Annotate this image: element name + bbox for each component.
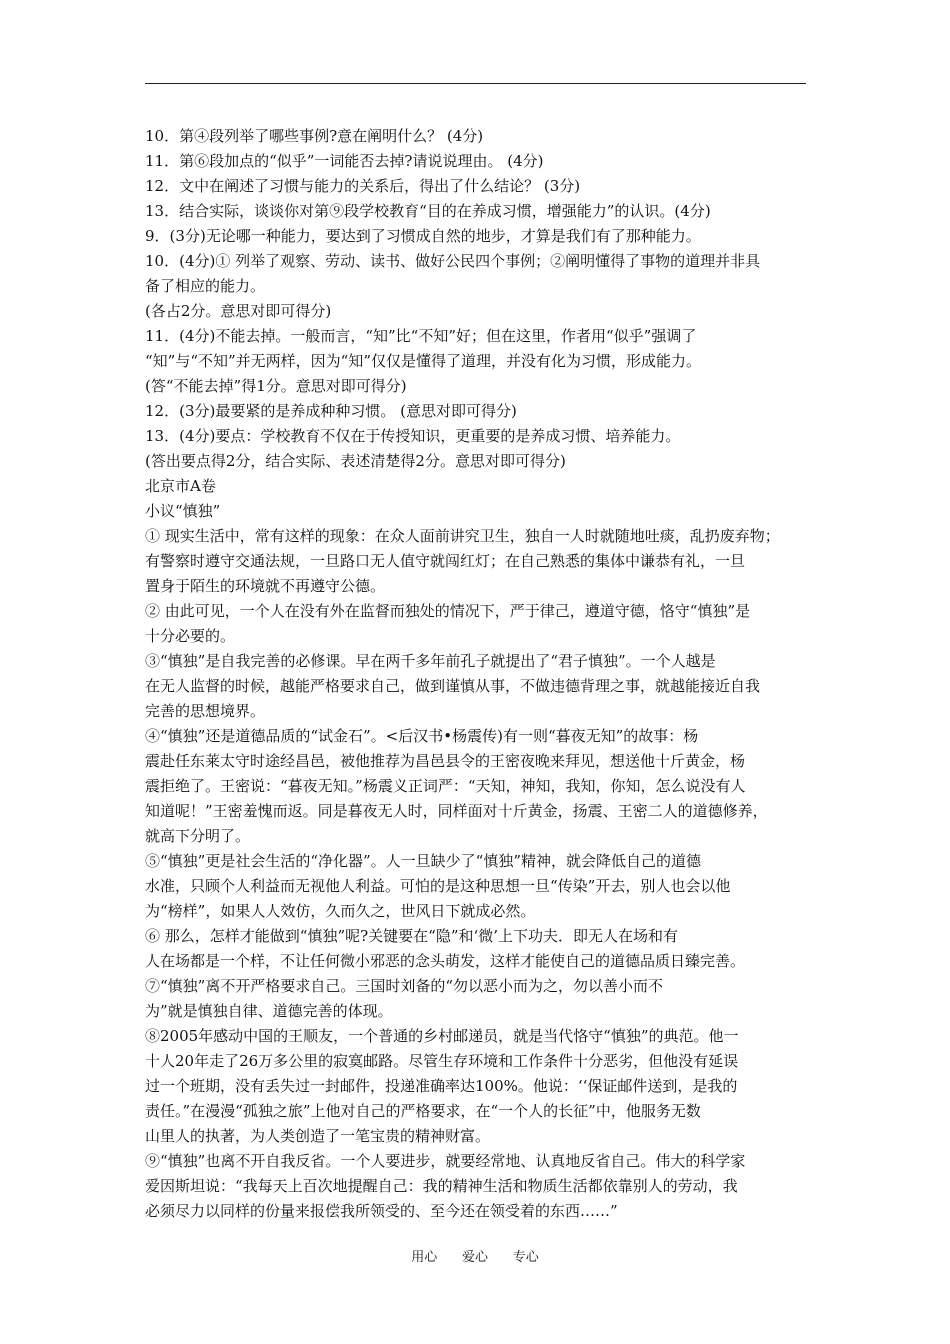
text-line: 为”就是慎独自律、道德完善的体现。 xyxy=(145,1002,393,1020)
text-line: 9．(3分)无论哪一种能力，要达到了习惯成自然的地步，才算是我们有了那种能力。 xyxy=(145,227,701,245)
text-line: 在无人监督的时候，越能严格要求自己，做到谨慎从事，不做违德背理之事，就越能接近自我 xyxy=(145,677,761,695)
text-line: ⑨“慎独”也离不开自我反省。一个人要进步，就要经常地、认真地反省自己。伟大的科学家 xyxy=(145,1152,746,1170)
header-rule xyxy=(145,83,806,84)
text-line: 为“榜样”，如果人人效仿，久而久之，世风日下就成必然。 xyxy=(145,902,536,920)
text-line: 山里人的执著，为人类创造了一笔宝贵的精神财富。 xyxy=(145,1127,491,1145)
text-line: 过一个班期，没有丢失过一封邮件，投递准确率达100%。他说：‘‘保证邮件送到，是我的 xyxy=(145,1077,738,1095)
text-line: ⑤“慎独”更是社会生活的“净化器”。人一旦缺少了“慎独”精神，就会降低自己的道德 xyxy=(145,852,702,870)
text-line: 爱因斯坦说：“我每天上百次地提醒自己：我的精神生活和物质生活都依靠别人的劳动，我 xyxy=(145,1177,738,1195)
text-line: 十人20年走了26万多公里的寂寞邮路。尽管生存环境和工作条件十分恶劣，但他没有延误 xyxy=(145,1052,739,1070)
text-line: 11．(4分)不能去掉。一般而言，“知”比“不知”好；但在这里，作者用“似乎”强调了 xyxy=(145,327,697,345)
text-line: 必须尽力以同样的份量来报偿我所领受的、至今还在领受着的东西……” xyxy=(145,1202,618,1220)
text-line: 就高下分明了。 xyxy=(145,827,251,845)
text-line: (答“不能去掉”得1分。意思对即可得分) xyxy=(145,377,407,395)
text-line: 12．文中在阐述了习惯与能力的关系后，得出了什么结论？ (3分) xyxy=(145,177,581,195)
text-line: ⑦“慎独”离不开严格要求自己。三国时刘备的“勿以恶小而为之，勿以善小而不 xyxy=(145,977,664,995)
text-line: 十分必要的。 xyxy=(145,627,236,645)
text-line: 责任。”在漫漫“孤独之旅”上他对自己的严格要求，在“一个人的长征”中，他服务无数 xyxy=(145,1102,701,1120)
document-body xyxy=(145,124,815,1224)
text-line: 10．第④段列举了哪些事例?意在阐明什么？ (4分) xyxy=(145,127,484,145)
text-line: 置身于陌生的环境就不再遵守公德。 xyxy=(145,577,386,595)
text-line: 12．(3分)最要紧的是养成种种习惯。 (意思对即可得分) xyxy=(145,402,517,420)
text-line: 10．(4分)① 列举了观察、劳动、读书、做好公民四个事例；②阐明懂得了事物的道理并非具 xyxy=(145,252,761,270)
text-line: 北京市A卷 xyxy=(145,477,216,495)
text-line: 13．结合实际，谈谈你对第⑨段学校教育“目的在养成习惯，增强能力”的认识。(4分) xyxy=(145,202,711,220)
text-line: 知道呢！”王密羞愧而返。同是暮夜无人时，同样面对十斤黄金，扬震、王密二人的道德修养， xyxy=(145,802,768,820)
text-line: 有警察时遵守交通法规，一旦路口无人值守就闯红灯；在自己熟悉的集体中谦恭有礼，一旦 xyxy=(145,552,746,570)
text-line: ⑧2005年感动中国的王顺友，一个普通的乡村邮递员，就是当代恪守“慎独”的典范。他一 xyxy=(145,1027,739,1045)
text-line: ③“慎独”是自我完善的必修课。早在两千多年前孔子就提出了“君子慎独”。一个人越是 xyxy=(145,652,716,670)
text-line: 13．(4分)要点：学校教育不仅在于传授知识，更重要的是养成习惯、培养能力。 xyxy=(145,427,681,445)
page-footer: 用心 爱心 专心 xyxy=(411,1250,539,1265)
text-line: ② 由此可见，一个人在没有外在监督而独处的情况下，严于律己，遵道守德，恪守“慎独”是 xyxy=(145,602,751,620)
text-line: 11．第⑥段加点的“似乎”一词能否去掉?请说说理由。 (4分) xyxy=(145,152,544,170)
text-line: 水准，只顾个人利益而无视他人利益。可怕的是这种思想一旦“传染”开去，别人也会以他 xyxy=(145,877,731,895)
text-line: ⑥ 那么，怎样才能做到“慎独”呢?关键要在“隐”和‘微’上下功夫．即无人在场和有 xyxy=(145,927,679,945)
text-line: 完善的思想境界。 xyxy=(145,702,266,720)
text-line: 备了相应的能力。 xyxy=(145,277,266,295)
text-line: 人在场都是一个样，不让任何微小邪恶的念头萌发，这样才能使自己的道德品质日臻完善。 xyxy=(145,952,746,970)
text-line: 震赴任东莱太守时途经昌邑，被他推荐为昌邑县令的王密夜晚来拜见，想送他十斤黄金，杨 xyxy=(145,752,746,770)
text-line: (各占2分。意思对即可得分) xyxy=(145,302,332,320)
text-line: 小议“慎独” xyxy=(145,502,221,520)
text-line: (答出要点得2分，结合实际、表述清楚得2分。意思对即可得分) xyxy=(145,452,566,470)
text-line: ④“慎独”还是道德品质的“试金石”。<后汉书•杨震传)有一则“暮夜无知”的故事：杨 xyxy=(145,727,699,745)
text-line: 震拒绝了。王密说：“暮夜无知。”杨震义正词严：“天知，神知，我知，你知，怎么说没有人 xyxy=(145,777,746,795)
text-line: ① 现实生活中，常有这样的现象：在众人面前讲究卫生，独自一人时就随地吐痰，乱扔废弃物； xyxy=(145,527,780,545)
text-line: “知”与“不知”并无两样，因为“知”仅仅是懂得了道理，并没有化为习惯，形成能力。 xyxy=(145,352,702,370)
